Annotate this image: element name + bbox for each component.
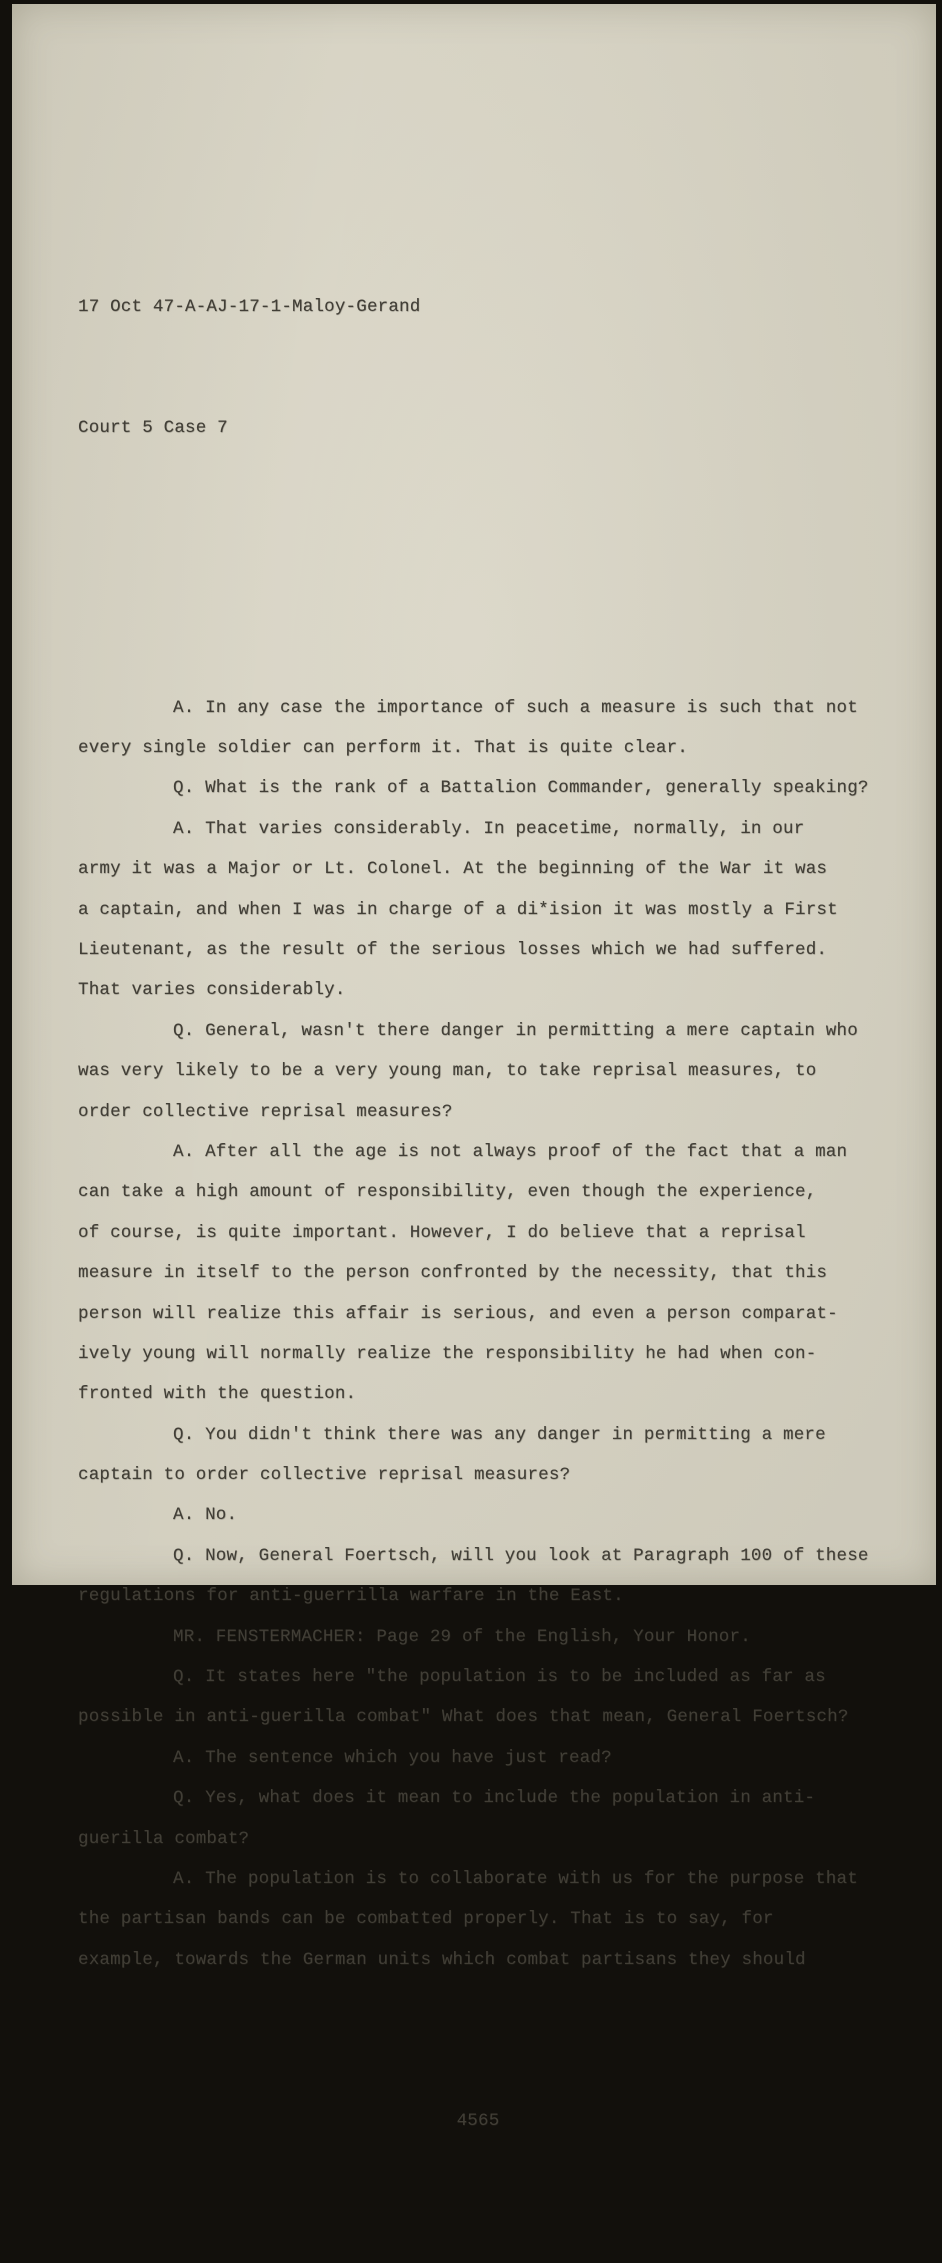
header-court-case-line: Court 5 Case 7 <box>78 418 228 439</box>
transcript-line: A. That varies considerably. In peacetime, normally, in our <box>173 818 805 839</box>
transcript-line: measure in itself to the person confronted by the necessity, that this <box>78 1263 828 1284</box>
transcript-line: A. The population is to collaborate with us for the purpose that <box>173 1868 858 1889</box>
page-content <box>78 85 898 2263</box>
transcript-line: of course, is quite important. However, I do believe that a reprisal <box>78 1222 806 1243</box>
transcript-line: every single soldier can perform it. That is quite clear. <box>78 738 688 759</box>
transcript-body <box>78 688 898 1981</box>
scanned-page <box>12 4 936 2132</box>
transcript-line: Q. It states here "the population is to be included as far as <box>173 1667 826 1688</box>
transcript-line: ively young will normally realize the responsibility he had when con- <box>78 1343 817 1364</box>
header-docket-line: 17 Oct 47-A-AJ-17-1-Maloy-Gerand <box>78 297 421 318</box>
transcript-line: person will realize this affair is serious, and even a person comparat- <box>78 1303 838 1324</box>
transcript-line: A. No. <box>173 1505 238 1526</box>
transcript-line: Q. Yes, what does it mean to include the population in anti- <box>173 1788 816 1809</box>
transcript-line: the partisan bands can be combatted properly. That is to say, for <box>78 1909 774 1930</box>
transcript-line: was very likely to be a very young man, to take reprisal measures, to <box>78 1061 817 1082</box>
transcript-line: fronted with the question. <box>78 1384 357 1405</box>
transcript-line: A. In any case the importance of such a measure is such that not <box>173 697 858 718</box>
page-number: 4565 <box>456 2111 500 2132</box>
transcript-line: That varies considerably. <box>78 980 346 1001</box>
transcript-line: Q. General, wasn't there danger in permitting a mere captain who <box>173 1020 858 1041</box>
transcript-line: Q. Now, General Foertsch, will you look at Paragraph 100 of these <box>173 1545 869 1566</box>
transcript-line: order collective reprisal measures? <box>78 1101 453 1122</box>
transcript-line: regulations for anti-guerrilla warfare in the East. <box>78 1586 624 1607</box>
transcript-line: example, towards the German units which combat partisans they should <box>78 1949 806 1970</box>
transcript-line: Lieutenant, as the result of the serious losses which we had suffered. <box>78 940 828 960</box>
transcript-line: MR. FENSTERMACHER: Page 29 of the English, Your Honor. <box>173 1626 751 1647</box>
transcript-line: possible in anti-guerilla combat" What does that mean, General Foertsch? <box>78 1707 849 1728</box>
transcript-line: army it was a Major or Lt. Colonel. At the beginning of the War it was <box>78 859 828 880</box>
transcript-line: Q. You didn't think there was any danger in permitting a mere <box>173 1424 826 1445</box>
transcript-line: A. The sentence which you have just read? <box>173 1747 612 1768</box>
transcript-line: a captain, and when I was in charge of a di*ision it was mostly a First <box>78 899 838 920</box>
transcript-line: captain to order collective reprisal measures? <box>78 1465 571 1486</box>
transcript-line: Q. What is the rank of a Battalion Commander, generally speaking? <box>173 778 869 799</box>
transcript-line: can take a high amount of responsibility, even though the experience, <box>78 1182 817 1203</box>
transcript-line: A. After all the age is not always proof of the fact that a man <box>173 1141 848 1162</box>
transcript-line: guerilla combat? <box>78 1828 250 1849</box>
transcript-header <box>78 206 898 529</box>
